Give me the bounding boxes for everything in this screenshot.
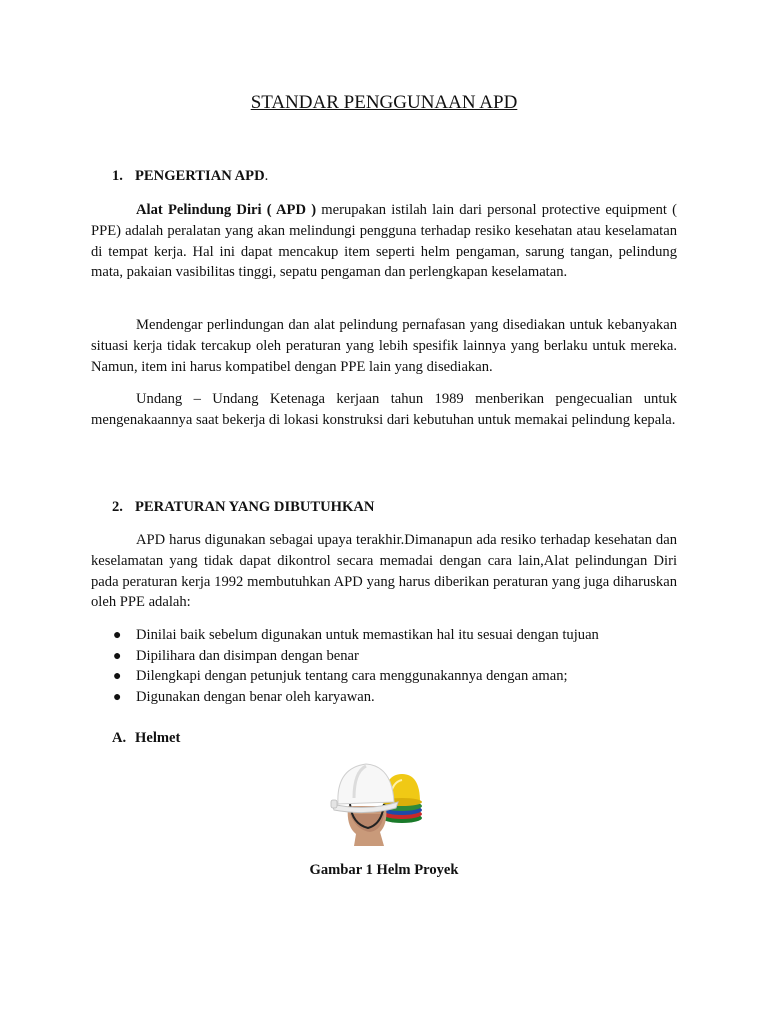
section-a-title: Helmet: [135, 730, 181, 746]
bullet-icon: ●: [113, 669, 122, 685]
section-1-heading: [112, 168, 268, 185]
apd-definition-term: Alat Pelindung Diri ( APD ): [136, 202, 317, 218]
section-2-title: PERATURAN YANG DIBUTUHKAN: [135, 499, 375, 515]
section-1-paragraph-3: Undang – Undang Ketenaga kerjaan tahun 1989 menberikan pengecualian untuk mengenakaannya saat bekerja di lokasi konstruksi dari kebutuhan untuk memakai pelindung kepala.: [91, 391, 677, 428]
list-item: ● Digunakan dengan benar oleh karyawan.: [91, 687, 681, 708]
section-1-title: PENGERTIAN APD: [135, 168, 265, 184]
section-2-paragraph-1: APD harus digunakan sebagai upaya terakhir.Dimanapun ada resiko terhadap kesehatan dan keselamatan yang tidak dapat dikontrol secara memadai dengan cara lain,Alat pelindungan Diri pada peraturan kerja 1992 membutuhkan APD yang harus diberikan peraturan yang juga diharuskan oleh PPE adalah:: [91, 532, 677, 611]
section-1-paragraph-1: [91, 200, 677, 283]
section-1-number: 1.: [112, 168, 123, 184]
list-item: ● Dinilai baik sebelum digunakan untuk memastikan hal itu sesuai dengan tujuan: [91, 625, 681, 646]
section-2-number: 2.: [112, 499, 123, 515]
document-title: STANDAR PENGGUNAAN APD: [250, 92, 518, 113]
bullet-icon: ●: [113, 689, 122, 705]
helmet-illustration: [326, 754, 426, 848]
apd-definition-text: merupakan istilah lain dari personal protective equipment ( PPE) adalah peralatan yang akan melindungi pengguna terhadap resiko kesehatan atau keselamatan di tempat kerja. Hal ini dapat mencakup item seperti helm pengaman, sarung tangan, pelindung mata, pakaian vasibilitas tinggi, sepatu pengaman dan perlengkapan keselamatan.: [91, 202, 677, 281]
bullet-icon: ●: [113, 628, 122, 643]
section-1-paragraph-2: Mendengar perlindungan dan alat pelindung pernafasan yang disediakan untuk kebanyakan situasi kerja tidak tercakup oleh peraturan yang lebih spesifik lainnya yang berlaku untuk mereka. Namun, item ini harus kompatibel dengan PPE lain yang disediakan.: [91, 317, 677, 375]
list-item: ● Dipilihara dan disimpan dengan benar: [91, 646, 681, 667]
section-a-letter: A.: [112, 730, 127, 746]
requirements-list: [91, 625, 681, 707]
section-2-heading: [112, 499, 374, 516]
helmet-image: [326, 754, 426, 848]
section-a-heading: [112, 730, 180, 747]
figure-caption: Gambar 1 Helm Proyek: [309, 862, 459, 878]
list-item: ● Dilengkapi dengan petunjuk tentang cara menggunakannya dengan aman;: [91, 666, 681, 687]
section-1-title-suffix: .: [264, 168, 269, 184]
bullet-icon: ●: [113, 648, 122, 664]
